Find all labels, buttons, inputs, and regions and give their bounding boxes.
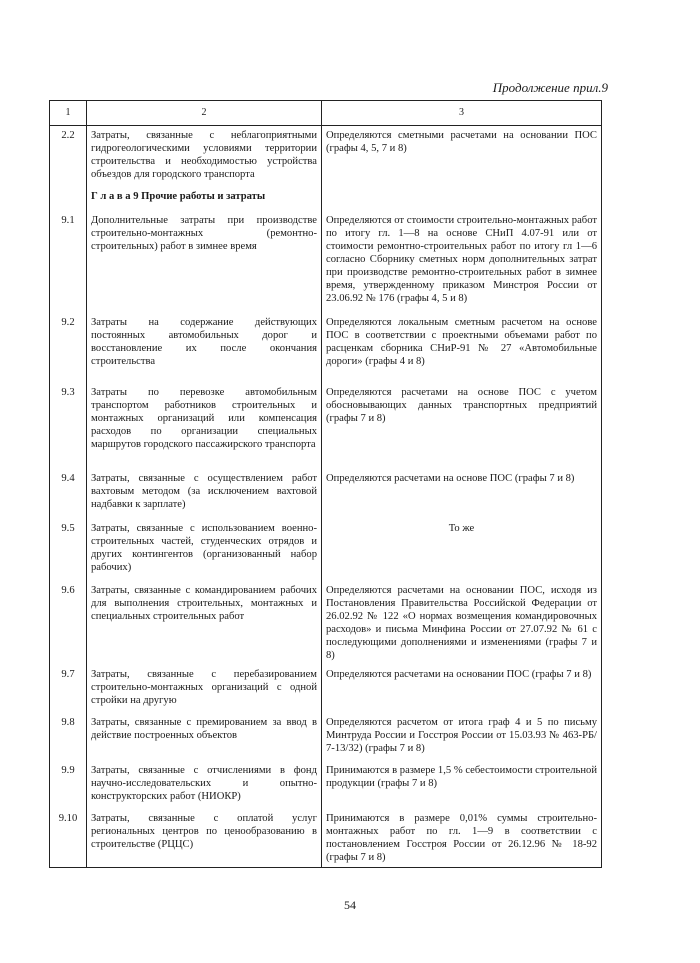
column-header-2: 2 bbox=[87, 101, 322, 126]
row-description: Затраты, связанные с отчислениями в фонд научно-исследовательских и опытно-конструкторских работ (НИОКР) bbox=[87, 761, 322, 809]
table-row bbox=[50, 519, 602, 581]
row-note: Определяются расчетами на основании ПОС (графы 7 и 8) bbox=[322, 665, 602, 713]
table-row bbox=[50, 809, 602, 868]
table-row bbox=[50, 581, 602, 665]
row-note: Определяются сметными расчетами на основании ПОС (графы 4, 5, 7 и 8) bbox=[322, 126, 602, 185]
row-description: Дополнительные затраты при производстве строительно-монтажных (ремонтно-строительных) работ в зимнее время bbox=[87, 211, 322, 313]
chapter-row bbox=[50, 184, 602, 211]
row-number: 9.2 bbox=[50, 313, 87, 383]
row-description: Затраты, связанные с неблагоприятными гидрогеологическими условиями территории строительства и необходимостью устройства объездов для городского транспорта bbox=[87, 126, 322, 185]
table-row bbox=[50, 383, 602, 469]
row-description: Затраты, связанные с оплатой услуг региональных центров по ценообразованию в строительстве (РЦЦС) bbox=[87, 809, 322, 868]
table-row bbox=[50, 713, 602, 761]
table-row bbox=[50, 211, 602, 313]
page-header-continuation: Продолжение прил.9 bbox=[492, 80, 608, 95]
row-description: Затраты, связанные с премированием за ввод в действие построенных объектов bbox=[87, 713, 322, 761]
row-number: 2.2 bbox=[50, 126, 87, 185]
row-number: 9.3 bbox=[50, 383, 87, 469]
row-number: 9.7 bbox=[50, 665, 87, 713]
row-description: Затраты, связанные с командированием рабочих для выполнения строительных, монтажных и специальных строительных работ bbox=[87, 581, 322, 665]
table-row bbox=[50, 665, 602, 713]
row-note: Определяются расчетами на основе ПОС (графы 7 и 8) bbox=[322, 469, 602, 519]
row-number: 9.6 bbox=[50, 581, 87, 665]
column-header-3: 3 bbox=[322, 101, 602, 126]
row-number: 9.4 bbox=[50, 469, 87, 519]
row-note: Принимаются в размере 1,5 % себестоимости строительной продукции (графы 7 и 8) bbox=[322, 761, 602, 809]
row-note: Принимаются в размере 0,01% суммы строительно-монтажных работ по гл. 1—9 в соответствии с постановлением Госстроя России от 26.12.96 № 18-92 (графы 7 и 8) bbox=[322, 809, 602, 868]
row-note: Определяются расчетами на основании ПОС, исходя из Постановления Правительства Российской Федерации от 26.02.92 № 122 «О нормах возмещения командировочных расходов» и письма Минфина России от 27.07.92 № 61 с последующими дополнениями и изменениями (графы 7 и 8) bbox=[322, 581, 602, 665]
row-note: Определяются локальным сметным расчетом на основе ПОС в соответствии с проектными объемами работ по расценкам сборника СНиР-91 № 27 «Автомобильные дороги» (графы 4 и 8) bbox=[322, 313, 602, 383]
page-number: 54 bbox=[344, 898, 356, 912]
row-description: Затраты, связанные с перебазированием строительно-монтажных организаций с одной стройки на другую bbox=[87, 665, 322, 713]
row-number: 9.9 bbox=[50, 761, 87, 809]
row-note: То же bbox=[322, 519, 602, 581]
row-note: Определяются от стоимости строительно-монтажных работ по итогу гл. 1—8 на основе СНиП 4.07-91 или от стоимости ремонтно-строительных работ по итогу гл 1—6 согласно Сборнику сметных норм дополнительных затрат при производстве ремонтно-строительных работ в зимнее время, утвержденному приказом Минстроя России от 23.06.92 № 176 (графы 4, 5 и 8) bbox=[322, 211, 602, 313]
row-note: Определяются расчетами на основе ПОС с учетом обосновывающих данных транспортных предприятий (графы 7 и 8) bbox=[322, 383, 602, 469]
row-number: 9.5 bbox=[50, 519, 87, 581]
row-number: 9.10 bbox=[50, 809, 87, 868]
column-number-row bbox=[50, 101, 602, 126]
table-row bbox=[50, 313, 602, 383]
row-description: Затраты на содержание действующих постоянных автомобильных дорог и восстановление их после окончания строительства bbox=[87, 313, 322, 383]
table-row bbox=[50, 469, 602, 519]
table-row bbox=[50, 761, 602, 809]
table-row bbox=[50, 126, 602, 185]
row-description: Затраты, связанные с использованием военно-строительных частей, студенческих отрядов и других контингентов (организованный набор рабочих) bbox=[87, 519, 322, 581]
row-description: Затраты, связанные с осуществлением работ вахтовым методом (за исключением вахтовой надбавки к зарплате) bbox=[87, 469, 322, 519]
row-number: 9.8 bbox=[50, 713, 87, 761]
row-number: 9.1 bbox=[50, 211, 87, 313]
row-description: Затраты по перевозке автомобильным транспортом работников строительных и монтажных организаций или компенсация расходов по организации специальных маршрутов городского пассажирского транспорта bbox=[87, 383, 322, 469]
row-note: Определяются расчетом от итога граф 4 и 5 по письму Минтруда России и Госстроя России от 15.03.93 № 463-РБ/ 7-13/32) (графы 7 и 8) bbox=[322, 713, 602, 761]
column-header-1: 1 bbox=[50, 101, 87, 126]
costs-table bbox=[49, 100, 602, 868]
chapter-title: Г л а в а 9 Прочие работы и затраты bbox=[87, 184, 322, 211]
